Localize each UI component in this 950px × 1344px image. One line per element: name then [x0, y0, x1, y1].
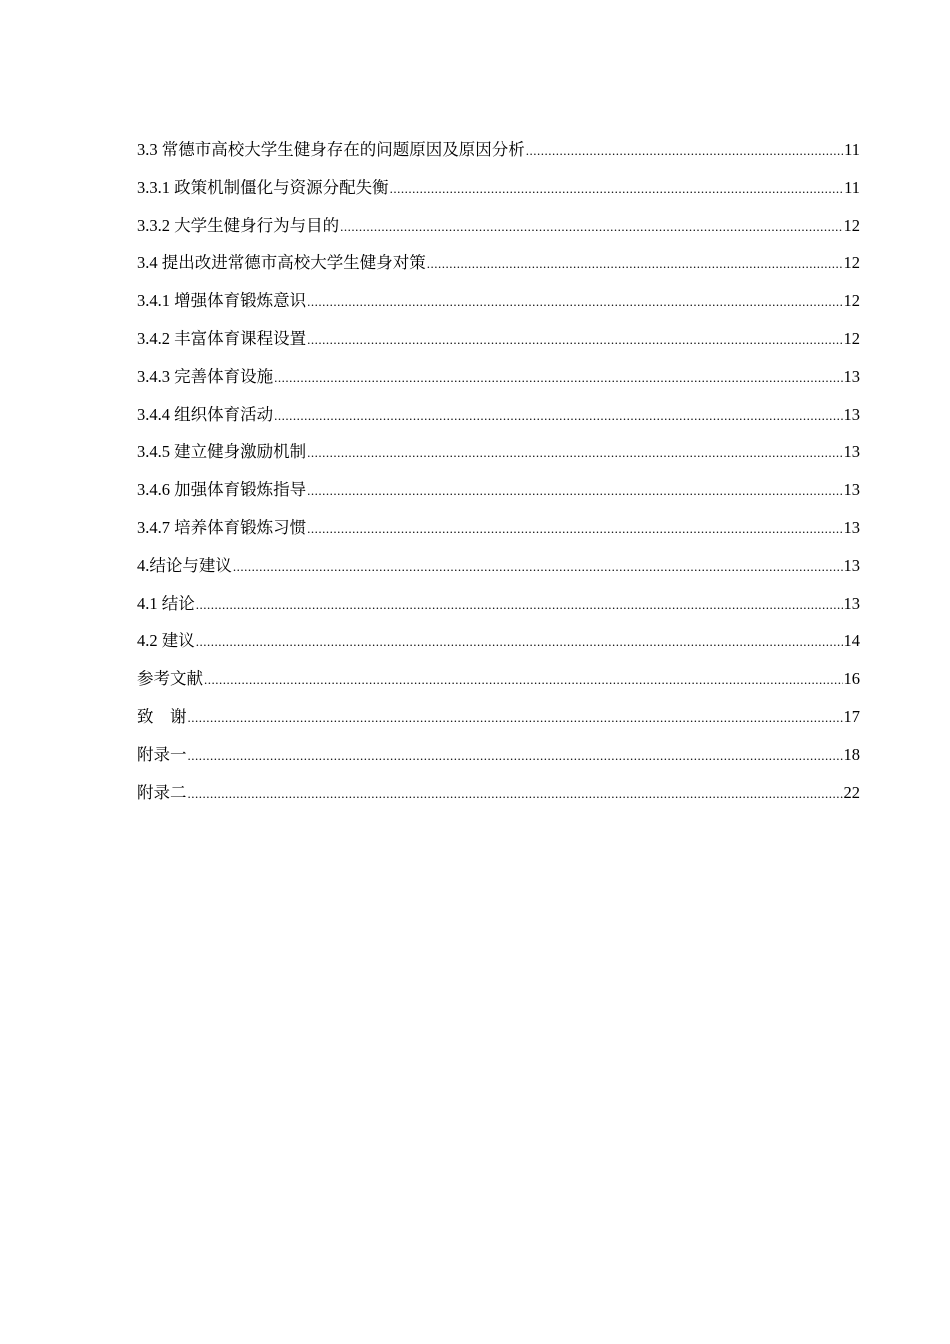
toc-entry[interactable]: [137, 666, 860, 704]
toc-dot-leader: [196, 629, 843, 655]
toc-entry-page: 12: [843, 291, 860, 311]
toc-entry-title: 4.结论与建议: [137, 555, 232, 575]
toc-entry-page: 17: [843, 706, 860, 726]
toc-entry-title: 致 谢: [137, 706, 187, 726]
toc-dot-leader: [307, 478, 842, 504]
toc-entry-title: 3.4.1 增强体育锻炼意识: [137, 291, 307, 311]
toc-dot-leader: [526, 138, 843, 164]
toc-entry-title: 3.3 常德市高校大学生健身存在的问题原因及原因分析: [137, 140, 525, 159]
toc-entry-page: 11: [844, 177, 860, 197]
toc-entry-page: 13: [843, 593, 860, 613]
toc-entry-title: 3.4.3 完善体育设施: [137, 366, 274, 386]
toc-entry-page: 18: [843, 744, 860, 764]
toc-entry-page: 13: [843, 442, 860, 462]
toc-entry-title: 参考文献: [137, 669, 203, 689]
toc-entry[interactable]: [137, 213, 860, 251]
toc-entry[interactable]: [137, 553, 860, 591]
toc-dot-leader: [427, 251, 843, 277]
toc-entry-page: 13: [843, 555, 860, 575]
toc-entry-page: 13: [843, 366, 860, 386]
toc-entry[interactable]: [137, 742, 860, 780]
toc-entry-title: 3.4.2 丰富体育课程设置: [137, 328, 307, 348]
toc-entry-title: 4.2 建议: [137, 631, 195, 651]
toc-entry-title: 3.4.6 加强体育锻炼指导: [137, 480, 307, 500]
toc-entry[interactable]: [137, 628, 860, 666]
toc-entry-page: 14: [843, 631, 860, 651]
toc-entry-title: 4.1 结论: [137, 593, 195, 613]
toc-entry-page: 12: [843, 215, 860, 235]
toc-entry-page: 11: [844, 140, 860, 159]
toc-entry-title: 3.3.1 政策机制僵化与资源分配失衡: [137, 177, 389, 197]
toc-entry-title: 附录二: [137, 782, 187, 802]
toc-dot-leader: [390, 176, 843, 202]
toc-dot-leader: [188, 781, 843, 807]
toc-entry[interactable]: [137, 477, 860, 515]
toc-entry[interactable]: [137, 704, 860, 742]
toc-entry-page: 12: [843, 328, 860, 348]
toc-dot-leader: [233, 554, 843, 580]
toc-entry-page: 13: [843, 480, 860, 500]
toc-entry-page: 13: [843, 404, 860, 424]
toc-entry[interactable]: [137, 288, 860, 326]
toc-entry[interactable]: [137, 364, 860, 402]
toc-entry[interactable]: [137, 515, 860, 553]
toc-entry-title: 3.4 提出改进常德市高校大学生健身对策: [137, 253, 426, 273]
toc-entry[interactable]: [137, 591, 860, 629]
toc-entry-page: 12: [843, 253, 860, 273]
toc-entry[interactable]: [137, 439, 860, 477]
toc-entry-title: 附录一: [137, 744, 187, 764]
toc-dot-leader: [307, 327, 842, 353]
toc-dot-leader: [340, 214, 842, 240]
toc-entry[interactable]: [137, 780, 860, 818]
toc-dot-leader: [274, 365, 842, 391]
toc-dot-leader: [188, 743, 843, 769]
toc-dot-leader: [204, 667, 843, 693]
toc-entry[interactable]: [137, 175, 860, 213]
toc-entry[interactable]: [137, 326, 860, 364]
toc-entry-title: 3.4.7 培养体育锻炼习惯: [137, 517, 307, 537]
toc-entry[interactable]: [137, 250, 860, 288]
toc-dot-leader: [188, 705, 843, 731]
toc-dot-leader: [196, 592, 843, 618]
toc-dot-leader: [307, 440, 842, 466]
toc-entry-page: 22: [843, 782, 860, 802]
toc-entry-page: 13: [843, 517, 860, 537]
toc-entry-title: 3.3.2 大学生健身行为与目的: [137, 215, 340, 235]
toc-dot-leader: [307, 289, 842, 315]
toc-entry[interactable]: [137, 402, 860, 440]
toc-dot-leader: [274, 403, 842, 429]
toc-entry-page: 16: [843, 669, 860, 689]
toc-dot-leader: [307, 516, 842, 542]
table-of-contents: [137, 137, 860, 817]
toc-entry[interactable]: [137, 137, 860, 175]
toc-entry-title: 3.4.4 组织体育活动: [137, 404, 274, 424]
toc-entry-title: 3.4.5 建立健身激励机制: [137, 442, 307, 462]
